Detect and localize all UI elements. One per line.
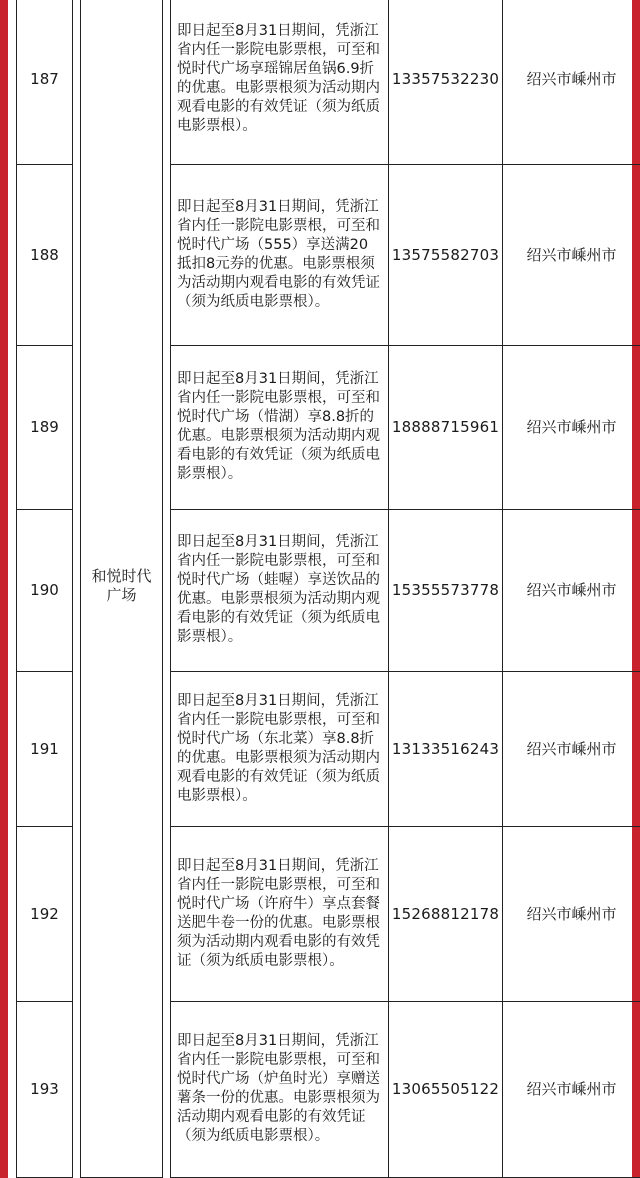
row-number: 187 xyxy=(17,0,73,165)
contact-phone: 15268812178 xyxy=(389,827,503,1002)
city-name: 绍兴市嵊州市 xyxy=(503,1002,640,1178)
city-name: 绍兴市嵊州市 xyxy=(503,165,640,346)
column-gap xyxy=(163,0,171,1178)
row-number: 192 xyxy=(17,827,73,1002)
offer-description: 即日起至8月31日期间，凭浙江省内任一影院电影票根，可至和悦时代广场（惜湖）享8.8折的优惠。电影票根须为活动期内观看电影的有效凭证（须为纸质电影票根）。 xyxy=(171,346,389,510)
city-name: 绍兴市嵊州市 xyxy=(503,672,640,827)
row-number: 188 xyxy=(17,165,73,346)
venue-name: 和悦时代广场 xyxy=(81,0,163,1178)
contact-phone: 13065505122 xyxy=(389,1002,503,1178)
contact-phone: 15355573778 xyxy=(389,510,503,672)
offer-description: 即日起至8月31日期间，凭浙江省内任一影院电影票根，可至和悦时代广场享瑶锦居鱼锅6.9折的优惠。电影票根须为活动期内观看电影的有效凭证（须为纸质电影票根）。 xyxy=(171,0,389,165)
row-number: 190 xyxy=(17,510,73,672)
contact-phone: 13133516243 xyxy=(389,672,503,827)
offer-description: 即日起至8月31日期间，凭浙江省内任一影院电影票根，可至和悦时代广场（555）享送满20抵扣8元券的优惠。电影票根须为活动期内观看电影的有效凭证（须为纸质电影票根）。 xyxy=(171,165,389,346)
city-name: 绍兴市嵊州市 xyxy=(503,346,640,510)
offer-description: 即日起至8月31日期间，凭浙江省内任一影院电影票根，可至和悦时代广场（许府牛）享点套餐送肥牛卷一份的优惠。电影票根须为活动期内观看电影的有效凭证（须为纸质电影票根）。 xyxy=(171,827,389,1002)
offer-description: 即日起至8月31日期间，凭浙江省内任一影院电影票根，可至和悦时代广场（炉鱼时光）享赠送薯条一份的优惠。电影票根须为活动期内观看电影的有效凭证（须为纸质电影票根）。 xyxy=(171,1002,389,1178)
offer-description: 即日起至8月31日期间，凭浙江省内任一影院电影票根，可至和悦时代广场（蛙喔）享送饮品的优惠。电影票根须为活动期内观看电影的有效凭证（须为纸质电影票根）。 xyxy=(171,510,389,672)
contact-phone: 13575582703 xyxy=(389,165,503,346)
contact-phone: 18888715961 xyxy=(389,346,503,510)
row-number: 189 xyxy=(17,346,73,510)
row-number: 193 xyxy=(17,1002,73,1178)
row-number: 191 xyxy=(17,672,73,827)
city-name: 绍兴市嵊州市 xyxy=(503,0,640,165)
table-row xyxy=(17,0,640,165)
promotion-table xyxy=(16,0,640,1178)
offer-description: 即日起至8月31日期间，凭浙江省内任一影院电影票根，可至和悦时代广场（东北菜）享8.8折的优惠。电影票根须为活动期内观看电影的有效凭证（须为纸质电影票根）。 xyxy=(171,672,389,827)
city-name: 绍兴市嵊州市 xyxy=(503,827,640,1002)
column-gap xyxy=(73,0,81,1178)
contact-phone: 13357532230 xyxy=(389,0,503,165)
city-name: 绍兴市嵊州市 xyxy=(503,510,640,672)
